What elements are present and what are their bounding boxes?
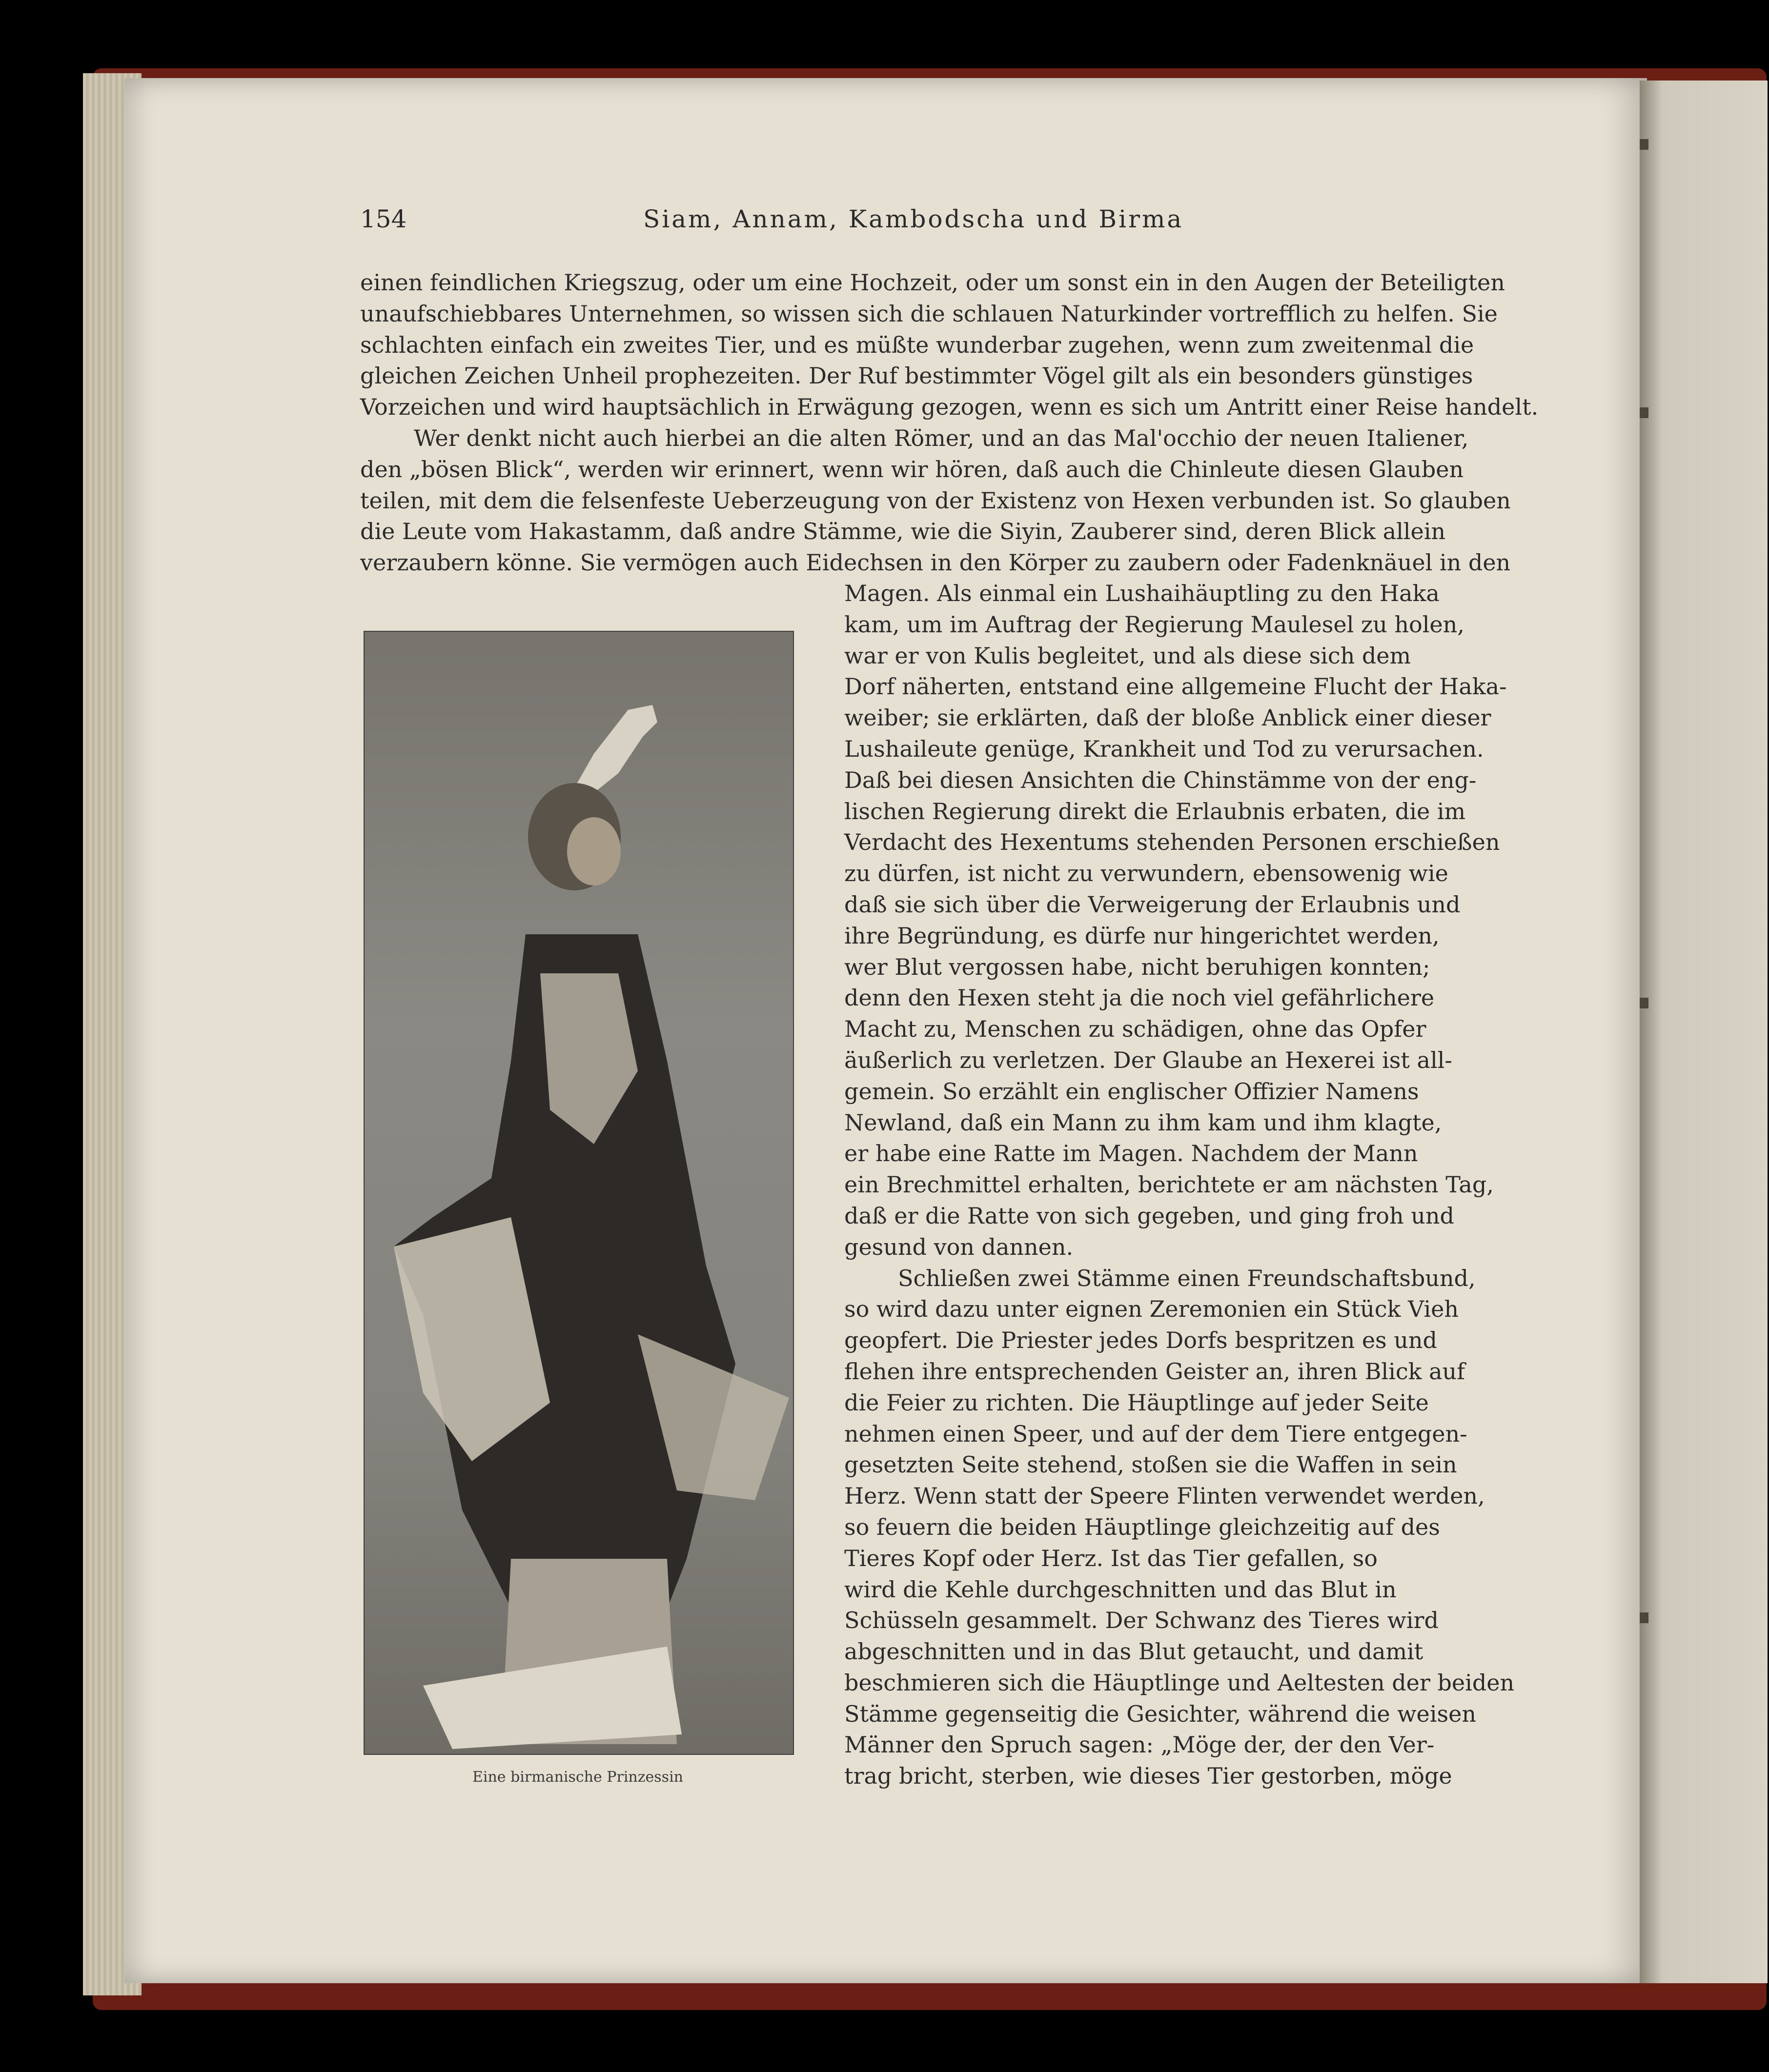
text-line: Macht zu, Menschen zu schädigen, ohne das Opfer: [844, 1016, 1426, 1043]
text-line: schlachten einfach ein zweites Tier, und es müßte wunderbar zugehen, wenn zum zweitenmal die: [360, 331, 1474, 358]
page-tab-mark: [1640, 139, 1648, 150]
text-line: unaufschiebbares Unternehmen, so wissen sich die schlauen Naturkinder vortrefflich zu helfen. Sie: [360, 300, 1498, 327]
text-line: Dorf näherten, entstand eine allgemeine Flucht der Haka-: [844, 673, 1507, 700]
page-tab-mark: [1640, 407, 1648, 418]
text-line: Herz. Wenn statt der Speere Flinten verwendet werden,: [844, 1483, 1485, 1509]
text-line: ein Brechmittel erhalten, berichtete er am nächsten Tag,: [844, 1171, 1494, 1198]
text-line: weiber; sie erklärten, daß der bloße Anblick einer dieser: [844, 704, 1491, 731]
text-line: ihre Begründung, es dürfe nur hingerichtet werden,: [844, 922, 1440, 949]
page-header: [360, 205, 1429, 239]
text-line: Männer den Spruch sagen: „Möge der, der den Ver-: [844, 1731, 1435, 1758]
text-line: wer Blut vergossen habe, nicht beruhigen konnten;: [844, 953, 1430, 980]
text-line: Daß bei diesen Ansichten die Chinstämme von der eng-: [844, 766, 1477, 793]
facing-page-edge: [1640, 80, 1768, 1983]
running-head: Siam, Annam, Kambodscha und Birma: [643, 205, 1184, 233]
right-text-column: [844, 578, 1515, 1803]
text-line: Newland, daß ein Mann zu ihm kam und ihm klagte,: [844, 1109, 1442, 1136]
text-line: Stämme gegenseitig die Gesichter, während die weisen: [844, 1700, 1476, 1727]
text-line: Schließen zwei Stämme einen Freundschaftsbund,: [898, 1265, 1476, 1291]
photo-caption: Eine birmanische Prinzessin: [472, 1769, 683, 1786]
page-number: 154: [360, 205, 407, 233]
text-line: gesund von dannen.: [844, 1233, 1074, 1260]
text-line: Wer denkt nicht auch hierbei an die alten Römer, und an das Mal'occhio der neuen Italiener,: [414, 424, 1469, 451]
top-text-block: [360, 267, 1539, 589]
text-line: gleichen Zeichen Unheil prophezeiten. Der Ruf bestimmter Vögel gilt als ein besonders günstiges: [360, 362, 1473, 389]
text-line: den „bösen Blick“, werden wir erinnert, wenn wir hören, daß auch die Chinleute diesen Glauben: [360, 456, 1464, 483]
text-line: Verdacht des Hexentums stehenden Personen erschießen: [844, 829, 1500, 856]
text-line: beschmieren sich die Häuptlinge und Aeltesten der beiden: [844, 1669, 1515, 1696]
text-line: gesetzten Seite stehend, stoßen sie die Waffen in sein: [844, 1451, 1457, 1478]
princess-photograph: [364, 631, 794, 1755]
text-line: die Feier zu richten. Die Häuptlinge auf jeder Seite: [844, 1389, 1429, 1416]
text-line: trag bricht, sterben, wie dieses Tier gestorben, möge: [844, 1763, 1452, 1790]
text-line: wird die Kehle durchgeschnitten und das Blut in: [844, 1576, 1397, 1603]
text-line: nehmen einen Speer, und auf der dem Tiere entgegen-: [844, 1420, 1467, 1447]
text-line: flehen ihre entsprechenden Geister an, ihren Blick auf: [844, 1358, 1465, 1385]
text-line: äußerlich zu verletzen. Der Glaube an Hexerei ist all-: [844, 1046, 1452, 1073]
page-tab-mark: [1640, 1612, 1648, 1623]
text-line: Tieres Kopf oder Herz. Ist das Tier gefallen, so: [844, 1545, 1378, 1571]
princess-figure-illustration: [365, 632, 793, 1754]
text-line: zu dürfen, ist nicht zu verwundern, ebensowenig wie: [844, 860, 1448, 887]
text-line: lischen Regierung direkt die Erlaubnis erbaten, die im: [844, 798, 1466, 825]
text-line: daß er die Ratte von sich gegeben, und ging froh und: [844, 1202, 1454, 1229]
text-line: Vorzeichen und wird hauptsächlich in Erwägung gezogen, wenn es sich um Antritt einer Reise handelt.: [360, 394, 1539, 421]
text-line: kam, um im Auftrag der Regierung Maulesel zu holen,: [844, 611, 1464, 638]
text-line: so feuern die beiden Häuptlinge gleichzeitig auf des: [844, 1513, 1440, 1540]
text-line: denn den Hexen steht ja die noch viel gefährlichere: [844, 985, 1435, 1011]
text-line: teilen, mit dem die felsenfeste Ueberzeugung von der Existenz von Hexen verbunden ist. So glauben: [360, 487, 1511, 514]
text-line: daß sie sich über die Verweigerung der Erlaubnis und: [844, 891, 1461, 918]
text-line: einen feindlichen Kriegszug, oder um eine Hochzeit, oder um sonst ein in den Augen der Beteiligten: [360, 269, 1505, 296]
text-line: Magen. Als einmal ein Lushaihäuptling zu den Haka: [844, 580, 1440, 606]
text-line: abgeschnitten und in das Blut getaucht, und damit: [844, 1638, 1423, 1665]
text-line: Schüsseln gesammelt. Der Schwanz des Tieres wird: [844, 1607, 1439, 1634]
text-line: die Leute vom Hakastamm, daß andre Stämme, wie die Siyin, Zauberer sind, deren Blick allein: [360, 518, 1446, 545]
text-line: geopfert. Die Priester jedes Dorfs bespritzen es und: [844, 1327, 1437, 1354]
text-line: so wird dazu unter eignen Zeremonien ein Stück Vieh: [844, 1296, 1459, 1323]
text-line: gemein. So erzählt ein englischer Offizier Namens: [844, 1078, 1419, 1105]
text-line: Lushaileute genüge, Krankheit und Tod zu verursachen.: [844, 735, 1484, 762]
page-tab-mark: [1640, 998, 1648, 1008]
text-line: er habe eine Ratte im Magen. Nachdem der Mann: [844, 1140, 1418, 1167]
text-line: war er von Kulis begleitet, und als diese sich dem: [844, 642, 1411, 669]
text-line: verzaubern könne. Sie vermögen auch Eidechsen in den Körper zu zaubern oder Fadenknäuel in den: [360, 549, 1511, 576]
